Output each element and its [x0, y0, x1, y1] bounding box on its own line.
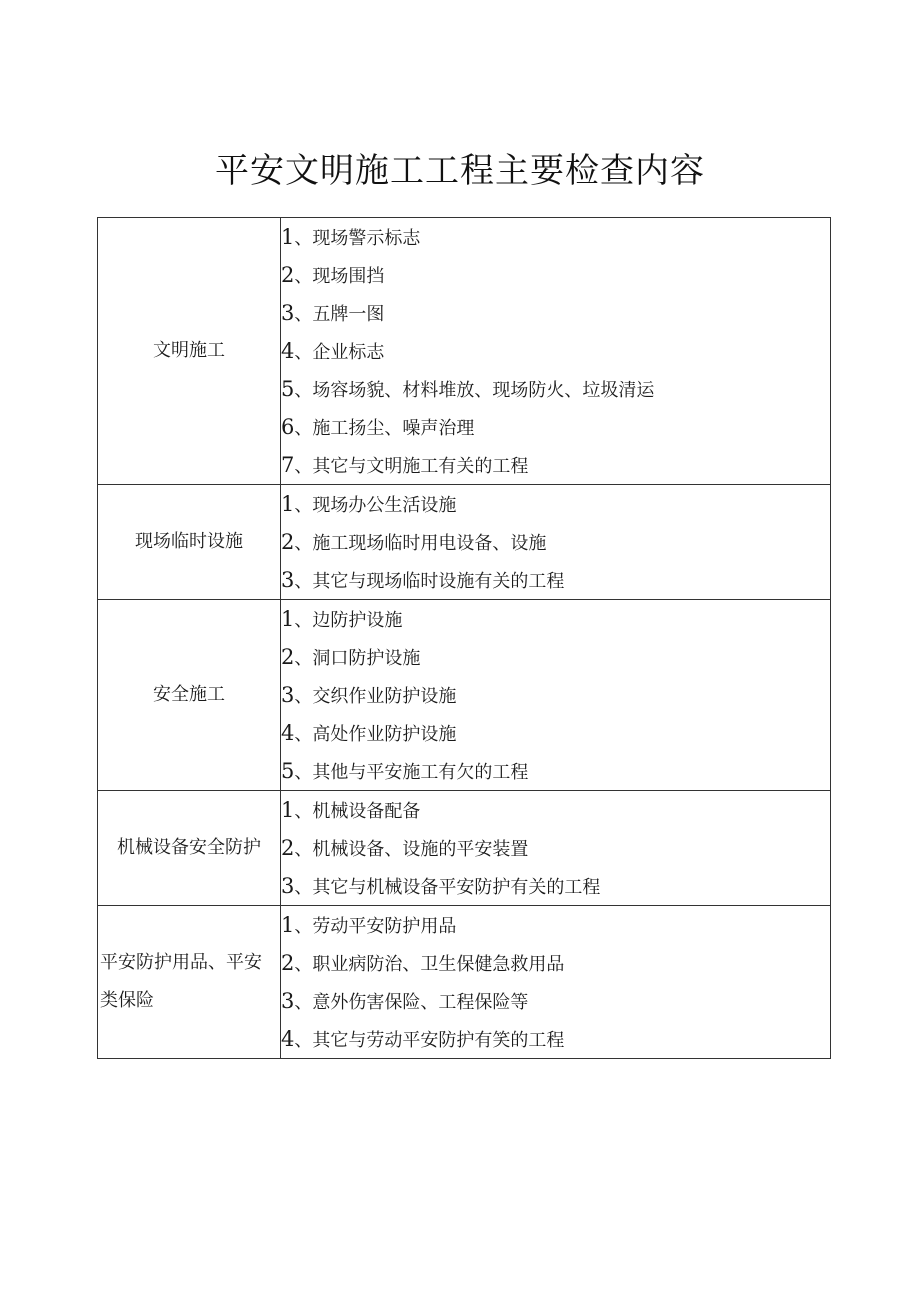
item-number: 3 [281, 683, 295, 707]
item-text: 、其他与平安施工有欠的工程 [294, 762, 529, 783]
item-number: 2 [281, 951, 295, 975]
items-cell [281, 906, 831, 1059]
item-number: 2 [281, 645, 295, 669]
item-number: 4 [281, 721, 295, 745]
item-text: 、机械设备、设施的平安装置 [294, 839, 529, 860]
item-text: 、劳动平安防护用品 [294, 916, 457, 937]
category-cell [98, 906, 281, 1059]
item-text: 、机械设备配备 [294, 801, 421, 822]
table-row [98, 791, 831, 906]
list-item [281, 408, 830, 446]
list-item [281, 752, 830, 790]
item-number: 3 [281, 568, 295, 592]
item-number: 5 [281, 377, 295, 401]
list-item [281, 446, 830, 484]
category-label-line: 类保险 [100, 990, 154, 1011]
category-label: 安全施工 [153, 684, 225, 705]
item-text: 、其它与现场临时设施有关的工程 [294, 571, 565, 592]
list-item [281, 600, 830, 638]
list-item [281, 294, 830, 332]
inspection-table [97, 217, 831, 1059]
item-number: 3 [281, 874, 295, 898]
item-text: 、边防护设施 [294, 610, 403, 631]
item-text: 、五牌一图 [294, 304, 385, 325]
item-text: 、企业标志 [294, 342, 385, 363]
items-cell [281, 791, 831, 906]
category-label: 机械设备安全防护 [117, 837, 261, 858]
category-cell [98, 791, 281, 906]
item-number: 2 [281, 263, 295, 287]
item-text: 、现场办公生活设施 [294, 495, 457, 516]
list-item [281, 791, 830, 829]
list-item [281, 561, 830, 599]
page-title: 平安文明施工工程主要检查内容 [215, 151, 705, 191]
category-label: 文明施工 [153, 340, 225, 361]
list-item [281, 829, 830, 867]
list-item [281, 1020, 830, 1058]
list-item [281, 218, 830, 256]
list-item [281, 676, 830, 714]
list-item [281, 256, 830, 294]
list-item [281, 370, 830, 408]
item-text: 、职业病防治、卫生保健急救用品 [294, 954, 565, 975]
table-row [98, 485, 831, 600]
item-number: 2 [281, 530, 295, 554]
table-row [98, 600, 831, 791]
item-text: 、其它与劳动平安防护有笑的工程 [294, 1030, 565, 1051]
category-label-line: 平安防护用品、平安 [100, 952, 262, 973]
table-row [98, 906, 831, 1059]
item-number: 3 [281, 301, 295, 325]
item-number: 1 [281, 225, 295, 249]
list-item [281, 867, 830, 905]
items-cell [281, 218, 831, 485]
item-text: 、其它与文明施工有关的工程 [294, 456, 529, 477]
item-number: 4 [281, 1027, 295, 1051]
category-label: 现场临时设施 [135, 531, 243, 552]
list-item [281, 638, 830, 676]
item-text: 、场容场貌、材料堆放、现场防火、垃圾清运 [294, 380, 655, 401]
item-text: 、其它与机械设备平安防护有关的工程 [294, 877, 601, 898]
item-text: 、意外伤害保险、工程保险等 [294, 992, 529, 1013]
item-text: 、洞口防护设施 [294, 648, 421, 669]
item-text: 、施工扬尘、噪声治理 [294, 418, 475, 439]
list-item [281, 485, 830, 523]
items-cell [281, 485, 831, 600]
item-number: 7 [281, 453, 295, 477]
item-number: 6 [281, 415, 295, 439]
item-text: 、现场警示标志 [294, 228, 421, 249]
item-text: 、施工现场临时用电设备、设施 [294, 533, 547, 554]
category-cell [98, 600, 281, 791]
table-row [98, 218, 831, 485]
list-item [281, 523, 830, 561]
list-item [281, 982, 830, 1020]
item-number: 1 [281, 492, 295, 516]
list-item [281, 714, 830, 752]
category-cell [98, 485, 281, 600]
list-item [281, 944, 830, 982]
item-number: 1 [281, 913, 295, 937]
item-number: 1 [281, 607, 295, 631]
item-number: 2 [281, 836, 295, 860]
items-cell [281, 600, 831, 791]
item-number: 5 [281, 759, 295, 783]
item-number: 4 [281, 339, 295, 363]
item-number: 3 [281, 989, 295, 1013]
category-cell [98, 218, 281, 485]
list-item [281, 906, 830, 944]
item-text: 、高处作业防护设施 [294, 724, 457, 745]
list-item [281, 332, 830, 370]
item-text: 、交织作业防护设施 [294, 686, 457, 707]
item-number: 1 [281, 798, 295, 822]
item-text: 、现场围挡 [294, 266, 385, 287]
